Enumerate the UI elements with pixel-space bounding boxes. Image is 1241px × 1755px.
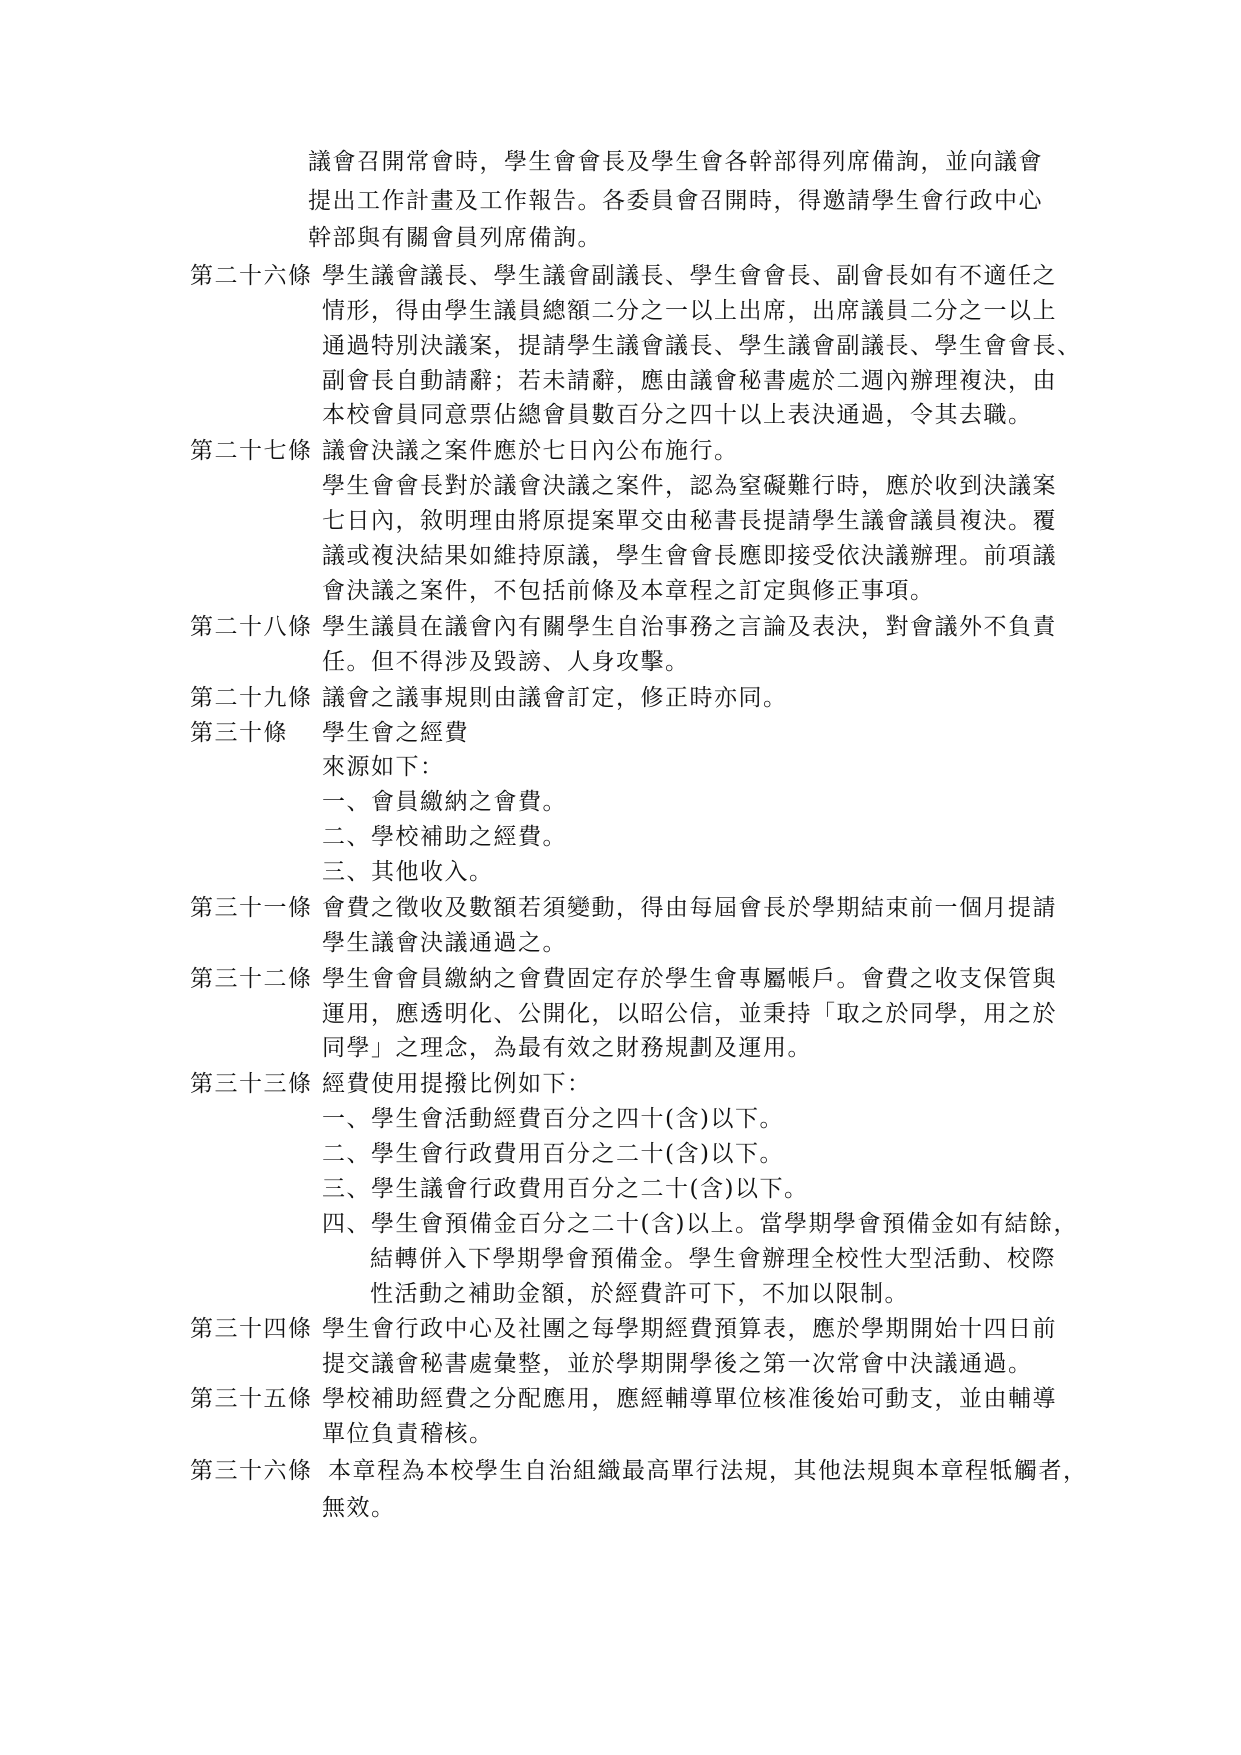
article-line: 學生會會長對於議會決議之案件，認為窒礙難行時，應於收到決議案 <box>322 473 1057 499</box>
article-label: 第三十二條 <box>190 966 313 992</box>
article-line: 本校會員同意票佔總會員數百分之四十以上表決通過，令其去職。 <box>322 402 1033 428</box>
article-line: 二、學校補助之經費。 <box>322 824 567 850</box>
article-line: 議或複決結果如維持原議，學生會會長應即接受依決議辦理。前項議 <box>322 543 1057 569</box>
article-line: 提交議會秘書處彙整，並於學期開學後之第一次常會中決議通過。 <box>322 1351 1033 1377</box>
article-label: 第二十八條 <box>190 614 313 640</box>
article-line: 結轉併入下學期學會預備金。學生會辦理全校性大型活動、校際 <box>370 1246 1056 1272</box>
article-line: 來源如下： <box>322 754 445 780</box>
intro-line: 提出工作計畫及工作報告。各委員會召開時，得邀請學生會行政中心 <box>308 188 1043 214</box>
article-line: 任。但不得涉及毀謗、人身攻擊。 <box>322 649 690 675</box>
article-line: 學生會會員繳納之會費固定存於學生會專屬帳戶。會費之收支保管與 <box>322 966 1057 992</box>
article-line: 情形，得由學生議員總額二分之一以上出席，出席議員二分之一以上 <box>322 298 1057 324</box>
article-line: 學生議會決議通過之。 <box>322 930 567 956</box>
article-line: 學生議會議長、學生議會副議長、學生會會長、副會長如有不適任之 <box>322 263 1057 289</box>
article-label: 第三十四條 <box>190 1316 313 1342</box>
article-line: 四、學生會預備金百分之二十(含)以上。當學期學會預備金如有結餘， <box>322 1211 1078 1237</box>
article-line: 三、學生議會行政費用百分之二十(含)以下。 <box>322 1176 809 1202</box>
article-label: 第三十一條 <box>190 895 313 921</box>
article-line: 本章程為本校學生自治組織最高單行法規，其他法規與本章程牴觸者， <box>328 1458 1088 1484</box>
article-line: 學生會行政中心及社團之每學期經費預算表，應於學期開始十四日前 <box>322 1316 1057 1342</box>
article-label: 第三十條 <box>190 720 288 746</box>
intro-line: 幹部與有關會員列席備詢。 <box>308 225 602 251</box>
article-line: 一、學生會活動經費百分之四十(含)以下。 <box>322 1106 784 1132</box>
article-line: 七日內，敘明理由將原提案單交由秘書長提請學生議會議員複決。覆 <box>322 508 1057 534</box>
article-line: 通過特別決議案，提請學生議會議長、學生議會副議長、學生會會長、 <box>322 333 1082 359</box>
article-line: 運用，應透明化、公開化，以昭公信，並秉持「取之於同學，用之於 <box>322 1001 1057 1027</box>
article-label: 第二十六條 <box>190 263 313 289</box>
article-line: 無效。 <box>322 1495 396 1521</box>
article-line: 學生議員在議會內有關學生自治事務之言論及表決，對會議外不負責 <box>322 614 1057 640</box>
article-line: 同學」之理念，為最有效之財務規劃及運用。 <box>322 1035 812 1061</box>
article-line: 性活動之補助金額，於經費許可下，不加以限制。 <box>370 1281 909 1307</box>
article-line: 議會之議事規則由議會訂定，修正時亦同。 <box>322 685 788 711</box>
article-label: 第二十九條 <box>190 685 313 711</box>
article-line: 會決議之案件，不包括前條及本章程之訂定與修正事項。 <box>322 578 935 604</box>
intro-line: 議會召開常會時，學生會會長及學生會各幹部得列席備詢，並向議會 <box>308 149 1043 175</box>
article-line: 學生會之經費 <box>322 720 469 746</box>
article-line: 議會決議之案件應於七日內公布施行。 <box>322 438 739 464</box>
article-label: 第三十三條 <box>190 1071 313 1097</box>
article-line: 單位負責稽核。 <box>322 1421 494 1447</box>
article-line: 副會長自動請辭；若未請辭，應由議會秘書處於二週內辦理複決，由 <box>322 368 1057 394</box>
article-line: 會費之徵收及數額若須變動，得由每屆會長於學期結束前一個月提請 <box>322 895 1057 921</box>
article-label: 第二十七條 <box>190 438 313 464</box>
article-line: 二、學生會行政費用百分之二十(含)以下。 <box>322 1141 784 1167</box>
article-line: 學校補助經費之分配應用，應經輔導單位核准後始可動支，並由輔導 <box>322 1386 1057 1412</box>
article-line: 經費使用提撥比例如下： <box>322 1071 592 1097</box>
article-line: 三、其他收入。 <box>322 859 494 885</box>
article-label: 第三十五條 <box>190 1386 313 1412</box>
article-label: 第三十六條 <box>190 1458 313 1484</box>
article-line: 一、會員繳納之會費。 <box>322 789 567 815</box>
